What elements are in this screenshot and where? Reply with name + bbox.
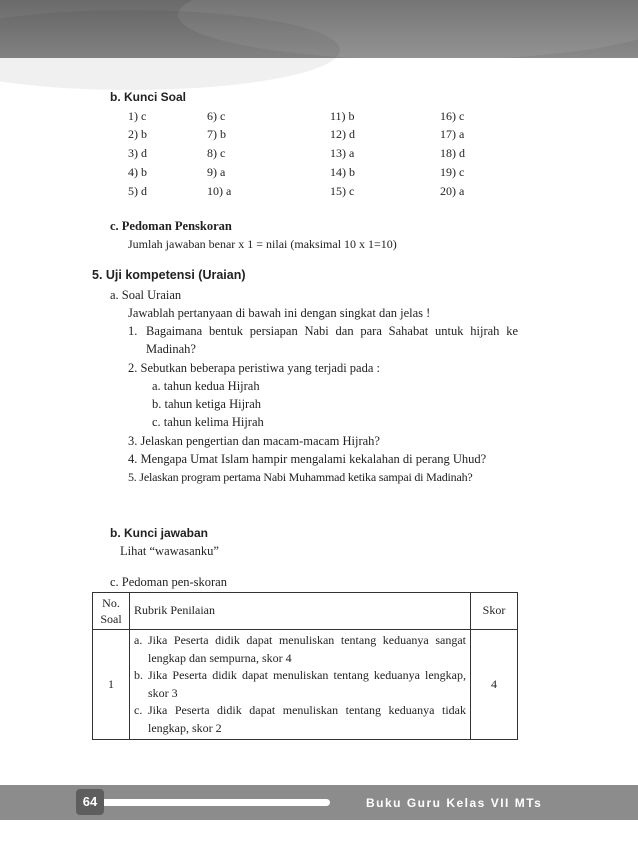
answer-key-item: 11) b <box>330 109 355 123</box>
answer-key-item: 9) a <box>207 165 226 179</box>
question-2-b: b. tahun ketiga Hijrah <box>152 397 261 411</box>
uraian-intro: Jawablah pertanyaan di bawah ini dengan singkat dan jelas ! <box>128 306 431 320</box>
answer-key-item: 15) c <box>330 184 355 198</box>
header-skor: Skor <box>471 593 518 630</box>
answer-key-item: 13) a <box>330 146 355 160</box>
pedoman-penskoran-heading: c. Pedoman Penskoran <box>110 219 232 233</box>
criteria-a-text: Jika Peserta didik dapat menuliskan tentang keduanya sangat lengkap dan sempurna, skor 4 <box>148 633 466 665</box>
header-no: No. <box>102 596 120 610</box>
header-no-soal <box>93 593 130 630</box>
answer-key-item: 7) b <box>207 127 226 141</box>
answer-key-item: 14) b <box>330 165 355 179</box>
answer-key-item: 1) c <box>128 109 147 123</box>
rubric-header-row <box>93 593 518 630</box>
answer-key-item: 2) b <box>128 127 147 141</box>
answer-key-item: 17) a <box>440 127 465 141</box>
pedoman-penskoran-text: Jumlah jawaban benar x 1 = nilai (maksimal 10 x 1=10) <box>128 237 397 251</box>
question-3: 3. Jelaskan pengertian dan macam-macam Hijrah? <box>128 434 380 448</box>
row-skor: 4 <box>471 630 518 740</box>
criteria-b-text: Jika Peserta didik dapat menuliskan tentang keduanya lengkap, skor 3 <box>148 668 466 700</box>
answer-key-item: 10) a <box>207 184 232 198</box>
soal-uraian-subheading: a. Soal Uraian <box>110 288 182 302</box>
question-2: 2. Sebutkan beberapa peristiwa yang terjadi pada : <box>128 361 380 375</box>
criteria-c <box>134 702 466 737</box>
answer-key-item: 16) c <box>440 109 465 123</box>
criteria-c-text: Jika Peserta didik dapat menuliskan tentang keduanya tidak lengkap, skor 2 <box>148 703 466 735</box>
criteria-c-letter: c. <box>134 703 143 717</box>
rubric-criteria <box>130 630 471 740</box>
kunci-soal-heading: b. Kunci Soal <box>110 90 187 104</box>
footer-book-title: Buku Guru Kelas VII MTs <box>366 796 543 810</box>
question-2-a: a. tahun kedua Hijrah <box>152 379 260 393</box>
answer-key-item: 20) a <box>440 184 465 198</box>
question-1-line1: Bagaimana bentuk persiapan Nabi dan para Sahabat untuk hijrah ke <box>146 324 518 338</box>
criteria-a <box>134 632 466 667</box>
answer-key-item: 3) d <box>128 146 147 160</box>
criteria-a-letter: a. <box>134 633 143 647</box>
answer-key-item: 6) c <box>207 109 226 123</box>
question-1-number: 1. <box>128 324 138 338</box>
pedoman-pen-skoran-heading: c. Pedoman pen-skoran <box>110 575 227 589</box>
footer-divider <box>100 799 330 806</box>
answer-key-item: 5) d <box>128 184 147 198</box>
answer-key-item: 12) d <box>330 127 355 141</box>
header-soal: Soal <box>100 612 122 626</box>
question-4: 4. Mengapa Umat Islam hampir mengalami kekalahan di perang Uhud? <box>128 452 487 466</box>
page-number: 64 <box>76 789 104 815</box>
kunci-jawaban-text: Lihat “wawasanku” <box>120 544 219 558</box>
question-1-line2: Madinah? <box>146 342 196 356</box>
criteria-b <box>134 667 466 702</box>
criteria-b-letter: b. <box>134 668 143 682</box>
rubric-table <box>92 592 518 740</box>
answer-key-item: 4) b <box>128 165 147 179</box>
row-number: 1 <box>93 630 130 740</box>
kunci-jawaban-heading: b. Kunci jawaban <box>110 526 209 540</box>
header-rubrik: Rubrik Penilaian <box>130 593 471 630</box>
header-band <box>0 0 638 58</box>
answer-key-item: 19) c <box>440 165 465 179</box>
uraian-heading: 5. Uji kompetensi (Uraian) <box>92 268 246 282</box>
question-5: 5. Jelaskan program pertama Nabi Muhammad ketika sampai di Madinah? <box>128 470 473 484</box>
answer-key-item: 18) d <box>440 146 465 160</box>
rubric-row <box>93 630 518 740</box>
question-2-c: c. tahun kelima Hijrah <box>152 415 264 429</box>
answer-key-item: 8) c <box>207 146 226 160</box>
